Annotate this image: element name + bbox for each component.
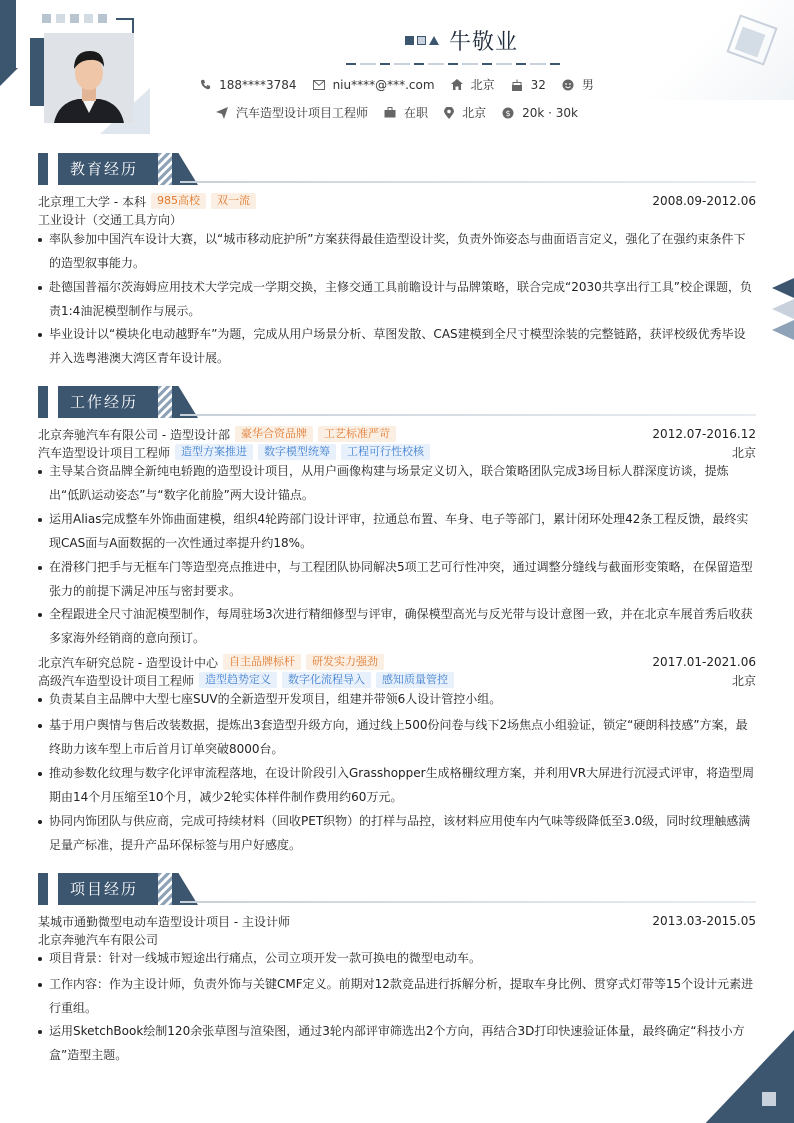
info-phone: 188****3784	[200, 78, 296, 92]
role-tag: 数字模型统筹	[258, 444, 336, 460]
info-email: niu****@***.com	[313, 78, 435, 92]
info-salary: $ 20k · 30k	[502, 106, 578, 120]
info-status: 在职	[384, 104, 428, 121]
job-role: 高级汽车造型设计项目工程师	[38, 673, 195, 688]
school-tag: 985高校	[151, 193, 206, 209]
school-name: 北京理工大学 - 本科	[38, 194, 146, 209]
job-role-row	[38, 671, 756, 689]
list-item: 负责某自主品牌中大型七座SUV的全新造型开发项目，组建并带领6人设计管控小组。	[38, 688, 756, 712]
job-city: 北京	[731, 445, 756, 460]
project-name-row	[38, 912, 756, 930]
info-age: 32	[511, 78, 546, 92]
money-icon	[502, 107, 514, 119]
section-header-work	[38, 386, 756, 418]
info-gender: 男	[562, 76, 594, 93]
info-row-personal	[0, 76, 794, 93]
list-item: 全程跟进全尺寸油泥模型制作，每周驻场3次进行精细修型与评审，确保模型高光与反光带与设计意图一致，并在北京车展首秀后收获多家海外经销商的意向预订。	[38, 603, 756, 650]
side-arrows-decoration	[772, 278, 794, 342]
list-item: 率队参加中国汽车设计大赛，以“城市移动庇护所”方案获得最佳造型设计奖，负责外饰姿态与曲面语言定义，强化了在强约束条件下的造型叙事能力。	[38, 228, 756, 275]
cake-icon	[511, 79, 523, 91]
section-title: 教育经历	[70, 160, 139, 178]
job-date: 2017.01-2021.06	[652, 655, 756, 669]
company-tag: 工艺标准严苛	[318, 426, 396, 442]
name-block	[405, 26, 518, 54]
list-item: 毕业设计以“模块化电动越野车”为题，完成从用户场景分析、草图发散、CAS建模到全尺寸模型涂装的完整链路，获评校级优秀毕设并入选粤港澳大湾区青年设计展。	[38, 323, 756, 370]
job-date: 2012.07-2016.12	[652, 427, 756, 441]
list-item: 工作内容：作为主设计师，负责外饰与关键CMF定义。前期对12款竞品进行拆解分析，提取车身比例、贯穿式灯带等15个设计元素进行重组。	[38, 973, 756, 1020]
list-item: 项目背景：针对一线城市短途出行痛点，公司立项开发一款可换电的微型电动车。	[38, 947, 756, 971]
phone-icon	[200, 79, 211, 90]
school-tag: 双一流	[211, 193, 256, 209]
info-target-role: 汽车造型设计项目工程师	[216, 104, 368, 121]
candidate-name: 牛敬业	[449, 29, 519, 55]
briefcase-icon	[384, 107, 396, 118]
list-item: 赴德国普福尔茨海姆应用技术大学完成一学期交换，主修交通工具前瞻设计与品牌策略，联合完成“2030共享出行工具”校企课题，负责1:4油泥模型制作与展示。	[38, 276, 756, 323]
info-home: 北京	[451, 76, 495, 93]
name-decoration-icon	[405, 36, 439, 45]
svg-text:$: $	[505, 108, 511, 118]
info-location: 北京	[444, 104, 486, 121]
send-icon	[216, 107, 228, 119]
name-underline	[346, 63, 564, 65]
company-tag: 研发实力强劲	[306, 654, 384, 670]
section-header-education	[38, 153, 756, 185]
education-date: 2008.09-2012.06	[652, 194, 756, 208]
list-item: 协同内饰团队与供应商，完成可持续材料（回收PET织物）的打样与品控，该材料应用使车内气味等级降低至3.0级，同时纹理触感满足量产标准，提升产品环保标签与用户好感度。	[38, 810, 756, 857]
education-major: 工业设计（交通工具方向）	[38, 212, 183, 227]
list-item: 基于用户舆情与售后改装数据，提炼出3套造型升级方向，通过线上500份问卷与线下2场焦点小组验证，锁定“硬朗科技感”方案，最终助力该车型上市后首月订单突破8000台。	[38, 714, 756, 761]
list-item: 在滑移门把手与无框车门等造型亮点推进中，与工程团队协同解决5项工艺可行性冲突，通过调整分缝线与截面形变策略，在保留造型张力的前提下满足冲压与密封要求。	[38, 556, 756, 603]
smile-icon	[562, 79, 574, 91]
role-tag: 工程可行性校核	[341, 444, 430, 460]
company-name: 北京汽车研究总院 - 造型设计中心	[38, 655, 218, 670]
project-name: 某城市通勤微型电动车造型设计项目 - 主设计师	[38, 914, 290, 929]
company-name: 北京奔驰汽车有限公司 - 造型设计部	[38, 427, 230, 442]
job-company-row	[38, 425, 756, 443]
job-role-row	[38, 443, 756, 461]
list-item: 运用SketchBook绘制120余张草图与渲染图，通过3轮内部评审筛选出2个方向，再结合3D打印快速验证体量，最终确定“科技小方盒”造型主题。	[38, 1020, 756, 1067]
company-tag: 豪华合资品牌	[235, 426, 313, 442]
role-tag: 数字化流程导入	[282, 672, 371, 688]
section-title: 工作经历	[70, 393, 139, 411]
education-school-row	[38, 192, 756, 210]
home-icon	[451, 79, 463, 90]
role-tag: 造型方案推进	[175, 444, 253, 460]
section-header-project	[38, 873, 756, 905]
list-item: 主导某合资品牌全新纯电轿跑的造型设计项目，从用户画像构建与场景定义切入，联合策略团队完成3场目标人群深度访谈，提炼出“低趴运动姿态”与“数字化前脸”两大设计锚点。	[38, 460, 756, 507]
project-company: 北京奔驰汽车有限公司	[38, 932, 159, 947]
list-item: 运用Alias完成整车外饰曲面建模，组织4轮跨部门设计评审，拉通总布置、车身、电子等部门，累计闭环处理42条工程反馈，最终实现CAS面与A面数据的一次性通过率提升约18%。	[38, 508, 756, 555]
section-title: 项目经历	[70, 880, 139, 898]
info-row-job	[0, 104, 794, 121]
project-date: 2013.03-2015.05	[652, 914, 756, 928]
location-icon	[444, 107, 454, 119]
job-company-row	[38, 653, 756, 671]
job-role: 汽车造型设计项目工程师	[38, 445, 171, 460]
role-tag: 造型趋势定义	[199, 672, 277, 688]
company-tag: 自主品牌标杆	[223, 654, 301, 670]
role-tag: 感知质量管控	[376, 672, 454, 688]
mail-icon	[313, 80, 325, 90]
job-city: 北京	[731, 673, 756, 688]
list-item: 推动参数化纹理与数字化评审流程落地，在设计阶段引入Grasshopper生成格栅纹理方案，并利用VR大屏进行沉浸式评审，将造型周期由14个月压缩至10个月，减少2轮实体样件制作费用约60万元。	[38, 762, 756, 809]
